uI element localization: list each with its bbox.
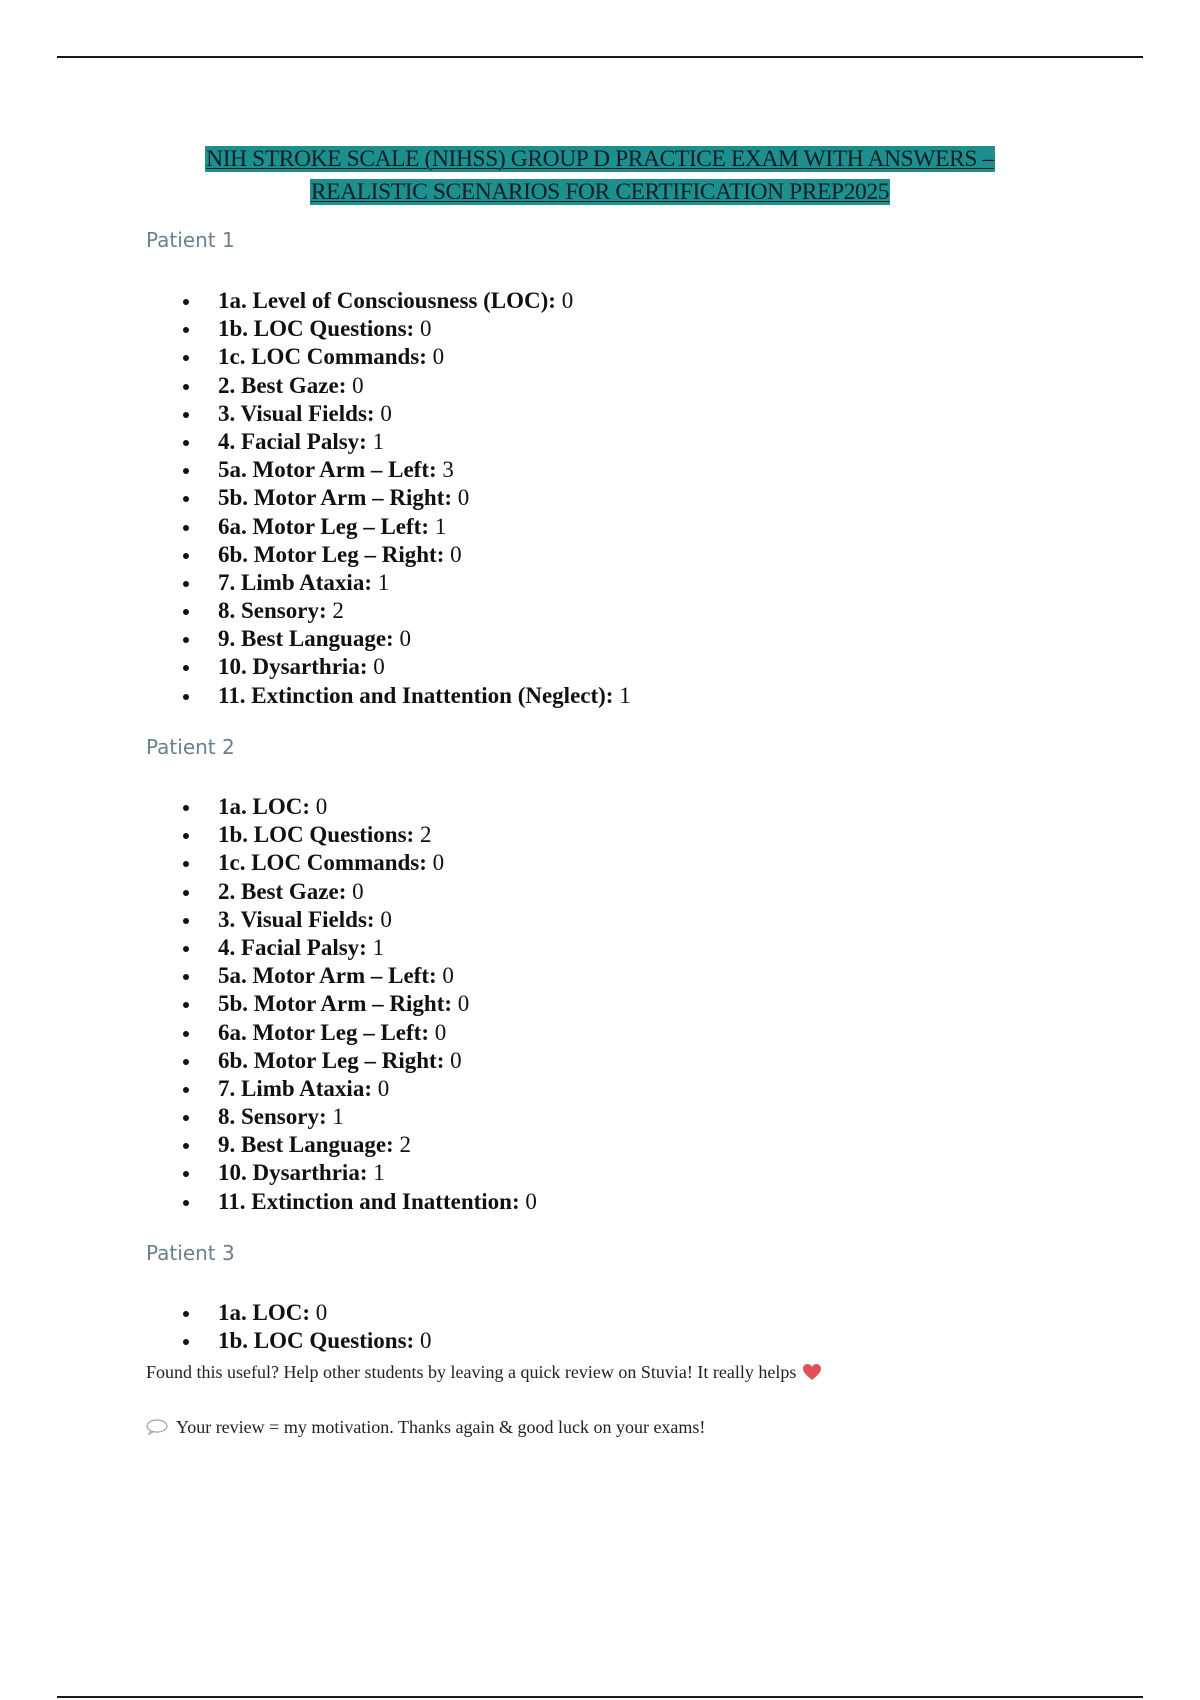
score-value: 1 (434, 513, 447, 539)
bullet-icon (183, 299, 189, 305)
score-item (218, 878, 364, 906)
score-value: 0 (377, 1075, 390, 1101)
score-item (218, 428, 384, 456)
score-value: 0 (432, 344, 445, 370)
bullet-icon (183, 1200, 189, 1206)
score-label: 6b. Motor Leg – Right: (218, 1047, 445, 1073)
score-value: 2 (332, 598, 344, 624)
score-value: 1 (377, 569, 390, 595)
score-item (218, 625, 411, 653)
score-label: 1c. LOC Commands: (218, 850, 427, 876)
score-value: 1 (372, 934, 385, 960)
score-value: 0 (399, 626, 411, 652)
score-label: 3. Visual Fields: (218, 400, 375, 426)
score-value: 0 (561, 288, 574, 313)
title-line-1: NIH STROKE SCALE (NIHSS) GROUP D PRACTICE EXAM WITH ANSWERS – (206, 146, 994, 172)
review-request-text: Found this useful? Help other students by leaving a quick review on Stuvia! It really helps (146, 1362, 797, 1382)
score-label: 4. Facial Palsy: (218, 934, 367, 960)
score-label: 1c. LOC Commands: (218, 344, 427, 370)
bullet-icon (183, 412, 189, 418)
bullet-icon (183, 1115, 189, 1121)
bullet-icon (183, 833, 189, 839)
bullet-icon (183, 496, 189, 502)
score-item (218, 400, 392, 428)
score-value: 0 (315, 1300, 328, 1325)
score-item (218, 456, 454, 484)
score-label: 8. Sensory: (218, 598, 327, 624)
score-item (218, 934, 384, 962)
bullet-icon (183, 609, 189, 615)
score-label: 1a. LOC: (218, 794, 310, 819)
bullet-icon (183, 1002, 189, 1008)
bullet-icon (183, 355, 189, 361)
score-label: 5a. Motor Arm – Left: (218, 457, 437, 483)
score-label: 10. Dysarthria: (218, 654, 368, 680)
header-rule (57, 56, 1143, 58)
score-value: 0 (419, 1328, 432, 1354)
bullet-icon (183, 384, 189, 390)
score-item (218, 287, 573, 315)
score-item (218, 372, 364, 400)
score-item (218, 569, 389, 597)
score-value: 0 (380, 906, 392, 932)
score-label: 7. Limb Ataxia: (218, 1075, 372, 1101)
score-label: 7. Limb Ataxia: (218, 569, 372, 595)
score-item (218, 343, 444, 371)
bullet-icon (183, 1311, 189, 1317)
score-value: 0 (352, 878, 364, 904)
bullet-icon (183, 665, 189, 671)
score-value: 0 (380, 400, 392, 426)
bullet-icon (183, 861, 189, 867)
score-item (218, 1188, 537, 1216)
bullet-icon (183, 440, 189, 446)
bullet-icon (183, 694, 189, 700)
score-item (218, 484, 469, 512)
score-item (218, 1131, 411, 1159)
score-value: 2 (399, 1132, 411, 1158)
score-value: 0 (315, 794, 328, 819)
bullet-icon (183, 805, 189, 811)
score-label: 6b. Motor Leg – Right: (218, 541, 445, 567)
score-item (218, 990, 469, 1018)
score-label: 3. Visual Fields: (218, 906, 375, 932)
score-value: 0 (432, 850, 445, 876)
bullet-icon (183, 974, 189, 980)
score-value: 1 (372, 428, 385, 454)
score-item (218, 315, 431, 343)
bullet-icon (183, 1059, 189, 1065)
score-label: 2. Best Gaze: (218, 878, 347, 904)
bullet-icon (183, 468, 189, 474)
score-label: 1b. LOC Questions: (218, 316, 415, 342)
score-label: 4. Facial Palsy: (218, 428, 367, 454)
score-value: 0 (525, 1188, 537, 1214)
bullet-icon (183, 553, 189, 559)
footer-rule (57, 1696, 1143, 1698)
bullet-icon (183, 1339, 189, 1345)
score-value: 0 (457, 991, 470, 1017)
bullet-icon (183, 1031, 189, 1037)
score-item (218, 513, 446, 541)
score-item (218, 1047, 462, 1075)
review-request (146, 1362, 822, 1383)
score-label: 5b. Motor Arm – Right: (218, 991, 453, 1017)
score-item (218, 1299, 327, 1327)
score-item (218, 653, 385, 681)
score-item (218, 1159, 385, 1187)
bullet-icon (183, 637, 189, 643)
score-item (218, 682, 631, 710)
bullet-icon (183, 525, 189, 531)
heart-icon (802, 1363, 822, 1381)
score-value: 2 (419, 822, 432, 848)
score-label: 5a. Motor Arm – Left: (218, 963, 437, 989)
thanks-text: Your review = my motivation. Thanks again & good luck on your exams! (176, 1417, 706, 1437)
score-label: 1a. Level of Consciousness (LOC): (218, 288, 556, 313)
score-value: 3 (442, 457, 454, 483)
score-item (218, 597, 344, 625)
bullet-icon (183, 946, 189, 952)
score-value: 0 (442, 963, 454, 989)
bullet-icon (183, 327, 189, 333)
score-label: 6a. Motor Leg – Left: (218, 1019, 429, 1045)
score-label: 9. Best Language: (218, 1132, 394, 1158)
score-value: 1 (332, 1104, 344, 1130)
speech-bubble-icon (146, 1419, 168, 1435)
score-item (218, 821, 431, 849)
score-value: 0 (457, 485, 470, 511)
score-value: 1 (619, 682, 631, 708)
thanks-line (146, 1417, 705, 1438)
score-value: 0 (434, 1019, 447, 1045)
score-item (218, 849, 444, 877)
patient-heading: Patient 2 (146, 735, 235, 759)
score-item (218, 1103, 344, 1131)
score-value: 1 (373, 1160, 385, 1186)
patient-heading: Patient 1 (146, 228, 235, 252)
score-value: 0 (373, 654, 385, 680)
score-label: 1b. LOC Questions: (218, 822, 415, 848)
score-value: 0 (450, 1047, 462, 1073)
score-label: 1a. LOC: (218, 1300, 310, 1325)
score-label: 5b. Motor Arm – Right: (218, 485, 453, 511)
title-line-2: REALISTIC SCENARIOS FOR CERTIFICATION PREP2025 (310, 179, 890, 205)
score-item (218, 1327, 431, 1355)
score-label: 8. Sensory: (218, 1104, 327, 1130)
score-item (218, 793, 327, 821)
score-item (218, 906, 392, 934)
bullet-icon (183, 1087, 189, 1093)
bullet-icon (183, 890, 189, 896)
bullet-icon (183, 581, 189, 587)
score-value: 0 (352, 372, 364, 398)
score-item (218, 962, 454, 990)
score-value: 0 (450, 541, 462, 567)
score-item (218, 1019, 446, 1047)
patient-heading: Patient 3 (146, 1241, 235, 1265)
score-label: 6a. Motor Leg – Left: (218, 513, 429, 539)
score-label: 11. Extinction and Inattention: (218, 1188, 520, 1214)
score-label: 11. Extinction and Inattention (Neglect): (218, 682, 614, 708)
bullet-icon (183, 1143, 189, 1149)
score-item (218, 541, 462, 569)
score-item (218, 1075, 389, 1103)
score-label: 1b. LOC Questions: (218, 1328, 415, 1354)
document-title (120, 143, 1080, 209)
bullet-icon (183, 1171, 189, 1177)
score-label: 2. Best Gaze: (218, 372, 347, 398)
score-value: 0 (419, 316, 432, 342)
score-label: 10. Dysarthria: (218, 1160, 368, 1186)
bullet-icon (183, 918, 189, 924)
score-label: 9. Best Language: (218, 626, 394, 652)
